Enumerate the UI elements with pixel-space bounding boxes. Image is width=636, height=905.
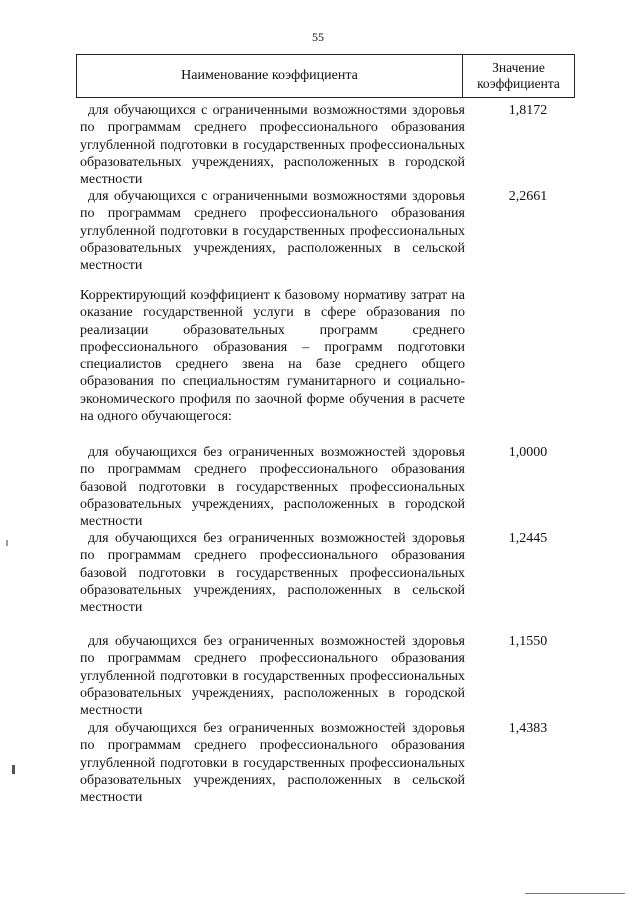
table-row [80, 102, 580, 188]
scan-artifact [12, 765, 15, 774]
table-row [80, 188, 580, 274]
row-coefficient: 1,8172 [508, 103, 548, 118]
table-header [76, 54, 575, 98]
column-header-name: Наименование коэффициента [77, 55, 463, 97]
row-coefficient: 1,2445 [508, 531, 548, 546]
scan-artifact [6, 540, 8, 546]
row-description: для обучающихся без ограниченных возможностей здоровья по программам среднего профессионального образования углубленной подготовки в государственных профессиональных образовательных учреждениях, расположенных в городской местности [80, 634, 465, 719]
row-description: для обучающихся без ограниченных возможностей здоровья по программам среднего профессионального образования базовой подготовки в государственных профессиональных образовательных учреждениях, расположенных в городской местности [80, 445, 465, 530]
column-header-value: Значение коэффициента [477, 60, 560, 91]
row-coefficient: 2,2661 [508, 189, 548, 204]
row-description: для обучающихся без ограниченных возможностей здоровья по программам среднего профессионального образования углубленной подготовки в государственных профессиональных образовательных учреждениях, расположенных в сельской местности [80, 721, 465, 806]
scan-artifact [525, 893, 625, 894]
row-coefficient: 1,1550 [508, 634, 548, 649]
table-row [80, 633, 580, 719]
row-coefficient: 1,4383 [508, 721, 548, 736]
table-row [80, 444, 580, 530]
row-coefficient: 1,0000 [508, 445, 548, 460]
section-intro-paragraph: Корректирующий коэффициент к базовому нормативу затрат на оказание государственной услуги в сфере образования по реализации образовательных программ среднего профессионального образования – программ подготовки специалистов среднего звена на базе среднего общего образования по специальностям гуманитарного и социально-экономического профиля по заочной форме обучения в расчете на одного обучающегося: [80, 288, 465, 425]
table-row [80, 530, 580, 616]
row-description: для обучающихся с ограниченными возможностями здоровья по программам среднего профессионального образования углубленной подготовки в государственных профессиональных образовательных учреждениях, расположенных в городской местности [80, 103, 465, 188]
row-description: для обучающихся без ограниченных возможностей здоровья по программам среднего профессионального образования базовой подготовки в государственных профессиональных образовательных учреждениях, расположенных в сельской местности [80, 531, 465, 616]
table-row [80, 720, 580, 806]
page-number: 55 [312, 30, 324, 44]
row-description: для обучающихся с ограниченными возможностями здоровья по программам среднего профессионального образования углубленной подготовки в государственных профессиональных образовательных учреждениях, расположенных в сельской местности [80, 189, 465, 274]
